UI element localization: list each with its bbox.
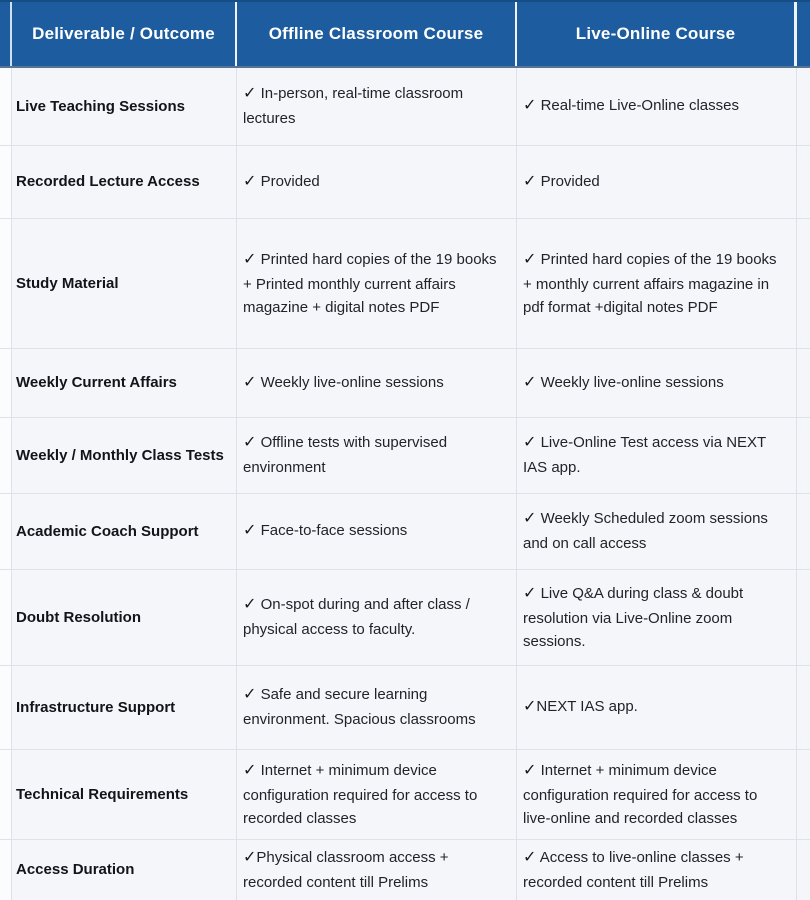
cropped-right-column-cell [797, 146, 810, 218]
table-row [0, 493, 810, 569]
offline-course-cell [237, 570, 517, 665]
cropped-left-column-header [0, 2, 12, 66]
table-row [0, 839, 810, 900]
check-icon: ✓ [523, 97, 537, 115]
live-online-course-cell [517, 494, 797, 569]
offline-course-cell [237, 750, 517, 839]
table-row [0, 569, 810, 665]
row-label: Infrastructure Support [12, 666, 237, 749]
check-icon: ✓ [243, 596, 257, 614]
cropped-right-column-cell [797, 349, 810, 417]
check-icon: ✓ [243, 848, 257, 866]
live-online-course-cell [517, 750, 797, 839]
offline-course-cell [237, 418, 517, 493]
live-online-course-cell [517, 840, 797, 900]
cell-text: Internet + minimum device configuration required for access to live-online and recorded classes [523, 761, 758, 827]
check-icon: ✓ [243, 85, 257, 103]
cropped-left-column-cell [0, 146, 12, 218]
check-icon: ✓ [523, 373, 537, 391]
cell-text: Weekly live-online sessions [536, 373, 724, 391]
table-row [0, 665, 810, 749]
cell-text: Safe and secure learning environment. Spacious classrooms [243, 686, 476, 729]
check-icon: ✓ [523, 698, 537, 716]
header-live-online-course: Live-Online Course [517, 2, 797, 66]
cropped-left-column-cell [0, 750, 12, 839]
check-icon: ✓ [243, 373, 257, 391]
offline-course-cell [237, 840, 517, 900]
row-label: Doubt Resolution [12, 570, 237, 665]
cropped-left-column-cell [0, 494, 12, 569]
row-label: Access Duration [12, 840, 237, 900]
live-online-course-cell [517, 666, 797, 749]
check-icon: ✓ [243, 761, 257, 779]
cell-text: Provided [536, 172, 600, 190]
cell-text: Access to live-online classes + recorded content till Prelims [523, 848, 744, 891]
check-icon: ✓ [243, 250, 257, 268]
cell-text: Internet + minimum device configuration required for access to recorded classes [243, 761, 478, 827]
cell-text: In-person, real-time classroom lectures [243, 85, 464, 128]
cropped-right-column-cell [797, 219, 810, 348]
cropped-right-column-cell [797, 68, 810, 145]
cropped-left-column-cell [0, 349, 12, 417]
cell-text: Weekly live-online sessions [256, 373, 444, 391]
cell-text: Printed hard copies of the 19 books + Printed monthly current affairs magazine + digital notes PDF [243, 250, 497, 316]
check-icon: ✓ [243, 172, 257, 190]
cropped-right-column-cell [797, 570, 810, 665]
check-icon: ✓ [523, 848, 537, 866]
cell-text: Real-time Live-Online classes [536, 97, 739, 115]
header-deliverable-outcome: Deliverable / Outcome [12, 2, 237, 66]
check-icon: ✓ [523, 434, 537, 452]
cropped-right-column-cell [797, 666, 810, 749]
cropped-left-column-cell [0, 570, 12, 665]
cell-text: On-spot during and after class / physical access to faculty. [243, 596, 470, 639]
check-icon: ✓ [523, 584, 537, 602]
cropped-left-column-cell [0, 68, 12, 145]
cropped-right-column-header [797, 2, 810, 66]
table-row [0, 417, 810, 493]
table-row [0, 145, 810, 218]
row-label: Weekly / Monthly Class Tests [12, 418, 237, 493]
offline-course-cell [237, 219, 517, 348]
cropped-left-column-cell [0, 418, 12, 493]
live-online-course-cell [517, 418, 797, 493]
cropped-right-column-cell [797, 418, 810, 493]
offline-course-cell [237, 349, 517, 417]
table-row [0, 68, 810, 145]
live-online-course-cell [517, 570, 797, 665]
live-online-course-cell [517, 146, 797, 218]
check-icon: ✓ [523, 510, 537, 528]
live-online-course-cell [517, 349, 797, 417]
row-label: Technical Requirements [12, 750, 237, 839]
offline-course-cell [237, 146, 517, 218]
cell-text: NEXT IAS app. [536, 698, 638, 716]
check-icon: ✓ [243, 686, 257, 704]
cropped-right-column-cell [797, 494, 810, 569]
offline-course-cell [237, 68, 517, 145]
cell-text: Offline tests with supervised environment [243, 434, 448, 477]
table-row [0, 348, 810, 417]
live-online-course-cell [517, 68, 797, 145]
offline-course-cell [237, 494, 517, 569]
cell-text: Live-Online Test access via NEXT IAS app. [523, 434, 766, 477]
check-icon: ✓ [243, 522, 257, 540]
table-row [0, 749, 810, 839]
cell-text: Physical classroom access + recorded content till Prelims [243, 848, 449, 891]
live-online-course-cell [517, 219, 797, 348]
table-header-row [0, 0, 810, 68]
cropped-left-column-cell [0, 219, 12, 348]
cropped-right-column-cell [797, 840, 810, 900]
row-label: Recorded Lecture Access [12, 146, 237, 218]
cell-text: Provided [256, 172, 320, 190]
cropped-left-column-cell [0, 666, 12, 749]
cell-text: Weekly Scheduled zoom sessions and on call access [523, 510, 768, 553]
check-icon: ✓ [523, 250, 537, 268]
cell-text: Printed hard copies of the 19 books + monthly current affairs magazine in pdf format +digital notes PDF [523, 250, 777, 316]
row-label: Academic Coach Support [12, 494, 237, 569]
offline-course-cell [237, 666, 517, 749]
table-body [0, 68, 810, 900]
cropped-right-column-cell [797, 750, 810, 839]
table-row [0, 218, 810, 348]
row-label: Live Teaching Sessions [12, 68, 237, 145]
row-label: Weekly Current Affairs [12, 349, 237, 417]
header-offline-classroom-course: Offline Classroom Course [237, 2, 517, 66]
cell-text: Live Q&A during class & doubt resolution via Live-Online zoom sessions. [523, 584, 744, 650]
cropped-left-column-cell [0, 840, 12, 900]
check-icon: ✓ [523, 172, 537, 190]
check-icon: ✓ [523, 761, 537, 779]
row-label: Study Material [12, 219, 237, 348]
cell-text: Face-to-face sessions [256, 522, 408, 540]
check-icon: ✓ [243, 434, 257, 452]
